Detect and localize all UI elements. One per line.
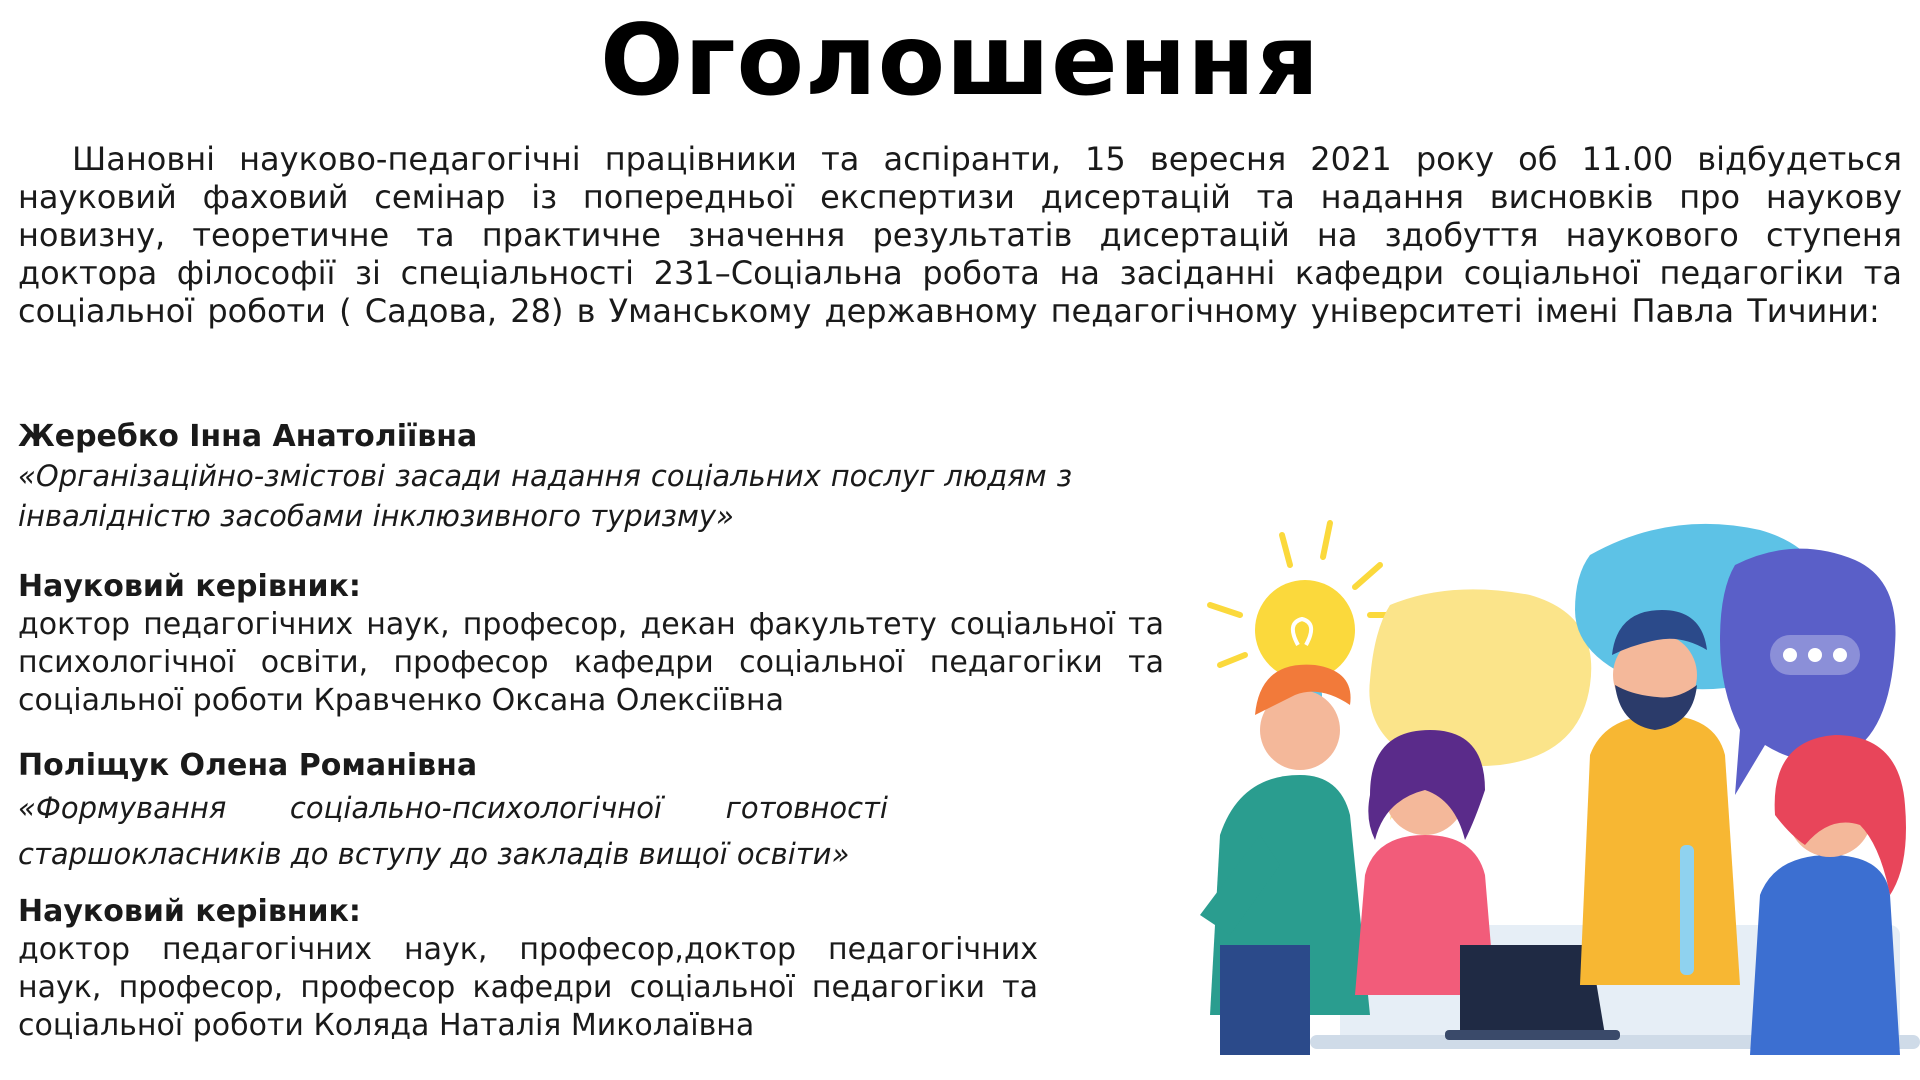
supervisor-2	[18, 893, 1038, 1045]
candidate-name: Поліщук Олена Романівна	[18, 748, 478, 783]
candidate-2	[18, 747, 888, 877]
supervisor-details: доктор педагогічних наук, професор, декан факультету соціальної та психологічної освіти, професор кафедри соціальної педагогіки та соціальної роботи Кравченко Оксана Олексіївна	[18, 607, 1164, 718]
thesis-title: «Організаційно-змістові засади надання соціальних послуг людям з інвалідністю засобами інклюзивного туризму»	[18, 459, 1072, 533]
supervisor-details: доктор педагогічних наук, професор,доктор педагогічних наук, професор, професор кафедри соціальної педагогіки та соціальної роботи Коляда Наталія Миколаївна	[18, 932, 1038, 1043]
announcement-intro: Шановні науково-педагогічні працівники та аспіранти, 15 вересня 2021 року об 11.00 відбудеться науковий фаховий семінар із попередньої експертизи дисертацій та надання висновків про наукову новизну, теоретичне та практичне значення результатів дисертацій на здобуття наукового ступеня доктора філософії зі спеціальності 231–Соціальна робота на засіданні кафедри соціальної педагогіки та соціальної роботи ( Садова, 28) в Уманському державному педагогічному університеті імені Павла Тичини:	[18, 140, 1902, 330]
team-illustration	[1190, 515, 1920, 1070]
thesis-title: «Формування соціально-психологічної готовності старшокласників до вступу до закладів вищої освіти»	[18, 791, 888, 871]
page-title: Оголошення	[600, 4, 1320, 118]
person-woman-blue	[1750, 735, 1906, 1055]
candidate-name: Жеребко Інна Анатоліївна	[18, 419, 478, 454]
supervisor-1	[18, 568, 1164, 720]
supervisor-heading: Науковий керівник:	[18, 894, 361, 929]
supervisor-heading: Науковий керівник:	[18, 569, 361, 604]
person-man-teal	[1200, 665, 1370, 1055]
candidate-1	[18, 418, 1072, 536]
